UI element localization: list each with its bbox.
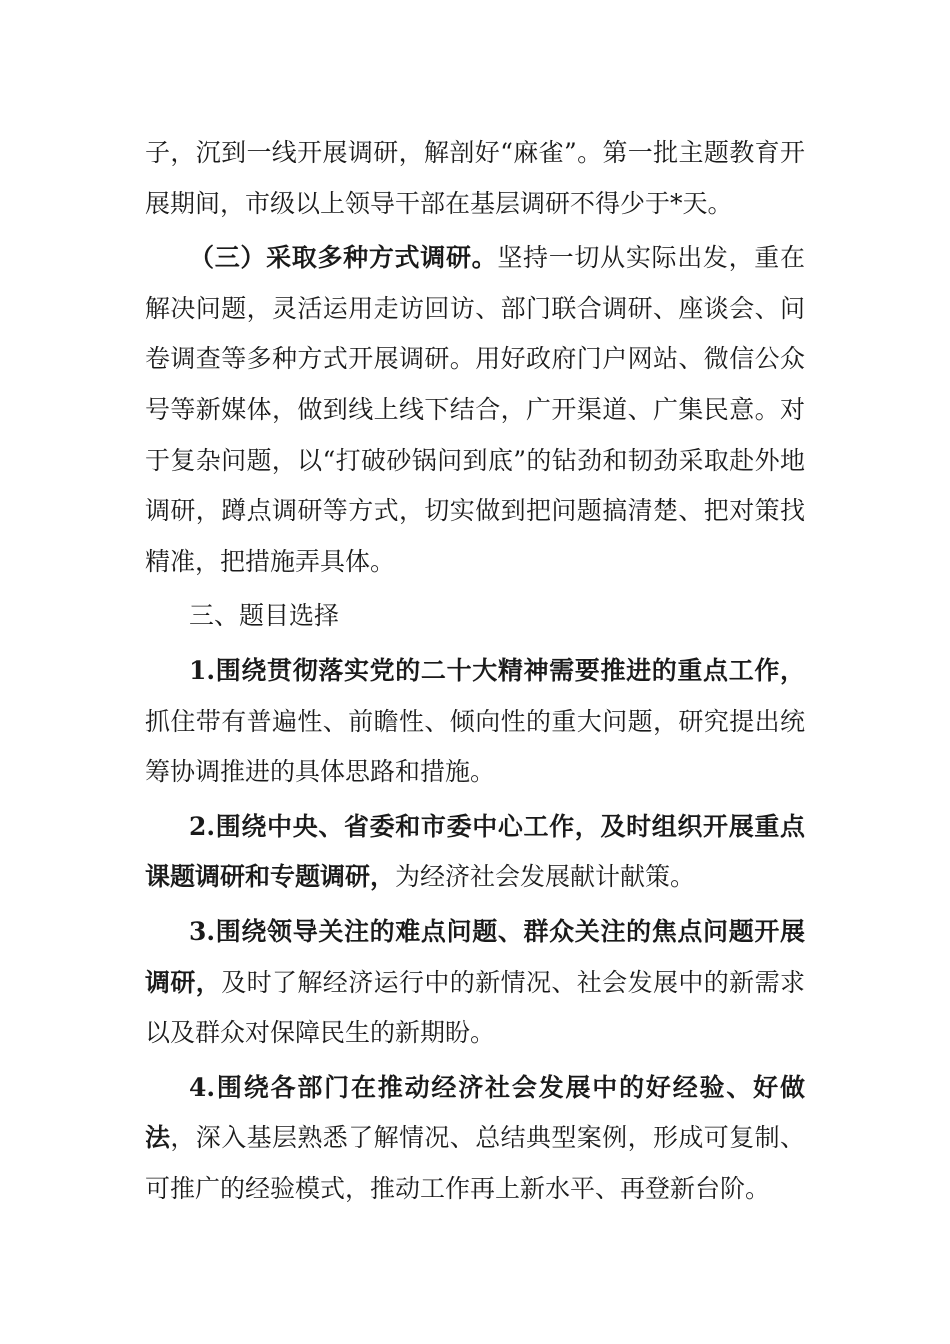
list-item-lead: 3.围绕领导关注的难点问题、群众关注的焦点问题开展调研，	[145, 916, 805, 997]
paragraph-text: 坚持一切从实际出发，重在解决问题，灵活运用走访回访、部门联合调研、座谈会、问卷调查等多种方式开展调研。用好政府门户网站、微信公众号等新媒体，做到线上线下结合，广开渠道、广集民意。对于复杂问题，以“打破砂锅问到底”的钻劲和韧劲采取赴外地调研，蹲点调研等方式，切实做到把问题搞清楚、把对策找精准，把措施弄具体。	[145, 243, 805, 576]
section-heading: 三、题目选择	[189, 601, 340, 631]
list-item-text: 抓住带有普遍性、前瞻性、倾向性的重大问题，研究提出统筹协调推进的具体思路和措施。	[145, 706, 805, 787]
list-item-text: ，深入基层熟悉了解情况、总结典型案例，形成可复制、可推广的经验模式，推动工作再上新水平、再登新台阶。	[145, 1123, 805, 1203]
list-item-lead: 4.围绕各部门在推动经济社会发展中的好经验、好做法	[145, 1072, 805, 1153]
list-item-1	[145, 646, 805, 798]
list-item-2	[145, 802, 805, 903]
paragraph-continuation	[145, 128, 805, 229]
list-item-lead: 1.围绕贯彻落实党的二十大精神需要推进的重点工作，	[189, 655, 805, 685]
list-item-lead: 2.围绕中央、省委和市委中心工作，及时组织开展重点课题调研和专题调研，	[145, 811, 805, 892]
list-item-3	[145, 907, 805, 1059]
paragraph-methods	[145, 233, 805, 587]
document-body	[145, 128, 805, 1214]
list-item-4	[145, 1063, 805, 1215]
paragraph-text: 子，沉到一线开展调研，解剖好“麻雀”。第一批主题教育开展期间，市级以上领导干部在基层调研不得少于*天。	[145, 138, 805, 218]
section-subheading: （三）采取多种方式调研。	[189, 243, 498, 273]
list-item-text: 及时了解经济运行中的新情况、社会发展中的新需求以及群众对保障民生的新期盼。	[145, 967, 805, 1048]
list-item-text: 为经济社会发展献计献策。	[395, 862, 696, 892]
